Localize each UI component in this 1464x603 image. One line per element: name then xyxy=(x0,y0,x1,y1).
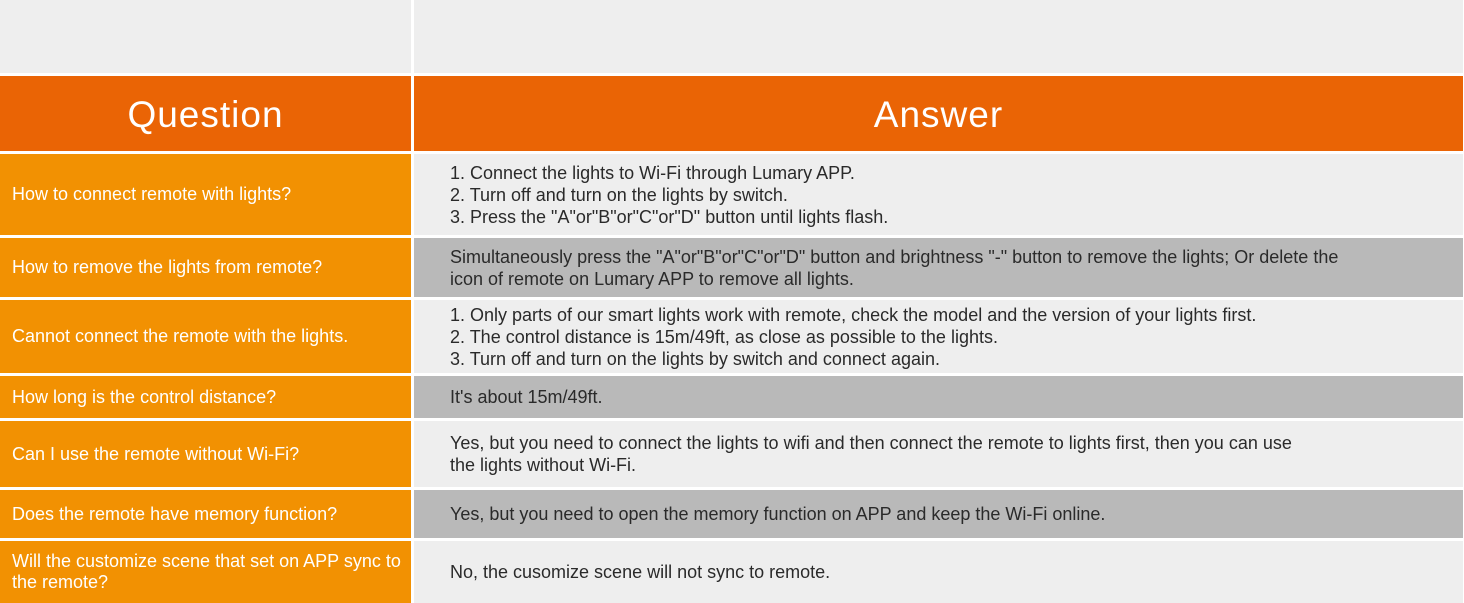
answer-lines xyxy=(450,162,888,228)
answer-line: Yes, but you need to connect the lights to wifi and then connect the remote to lights first, then you can use xyxy=(450,433,1292,453)
answer-column-header: Answer xyxy=(414,76,1463,151)
question-column-header: Question xyxy=(0,76,411,151)
answer-line: 3. Turn off and turn on the lights by switch and connect again. xyxy=(450,348,940,369)
answer-lines xyxy=(450,561,830,583)
answer-line: icon of remote on Lumary APP to remove all lights. xyxy=(450,268,854,289)
question-cell: How long is the control distance? xyxy=(0,376,411,418)
answer-line: It's about 15m/49ft. xyxy=(450,387,603,407)
answer-cell xyxy=(414,300,1463,373)
answer-lines xyxy=(450,503,1105,525)
answer-cell xyxy=(414,238,1463,297)
question-cell: Will the customize scene that set on APP sync to the remote? xyxy=(0,541,411,603)
question-cell: How to connect remote with lights? xyxy=(0,154,411,235)
answer-line: No, the cusomize scene will not sync to remote. xyxy=(450,562,831,582)
answer-line: 2. The control distance is 15m/49ft, as close as possible to the lights. xyxy=(450,326,998,347)
answer-line: the lights without Wi-Fi. xyxy=(450,455,637,475)
question-cell: Does the remote have memory function? xyxy=(0,490,411,538)
question-cell: Can I use the remote without Wi-Fi? xyxy=(0,421,411,487)
answer-line: 1. Only parts of our smart lights work with remote, check the model and the version of your lights first. xyxy=(450,304,1257,325)
question-cell: How to remove the lights from remote? xyxy=(0,238,411,297)
answer-cell xyxy=(414,376,1463,418)
answer-line: Yes, but you need to open the memory function on APP and keep the Wi-Fi online. xyxy=(450,504,1106,524)
answer-cell xyxy=(414,154,1463,235)
answer-cell xyxy=(414,421,1463,487)
answer-lines xyxy=(450,246,1338,290)
answer-lines xyxy=(450,386,603,408)
answer-lines xyxy=(450,432,1292,476)
answer-line: 2. Turn off and turn on the lights by switch. xyxy=(450,184,788,205)
question-cell: Cannot connect the remote with the lights. xyxy=(0,300,411,373)
top-band-left xyxy=(0,0,411,73)
top-band-right xyxy=(414,0,1463,73)
answer-cell xyxy=(414,490,1463,538)
answer-cell xyxy=(414,541,1463,603)
answer-lines xyxy=(450,304,1256,370)
answer-line: 1. Connect the lights to Wi-Fi through Lumary APP. xyxy=(450,162,855,183)
answer-line: Simultaneously press the "A"or"B"or"C"or"D" button and brightness "-" button to remove the lights; Or delete the xyxy=(450,246,1339,267)
answer-line: 3. Press the "A"or"B"or"C"or"D" button until lights flash. xyxy=(450,206,889,227)
